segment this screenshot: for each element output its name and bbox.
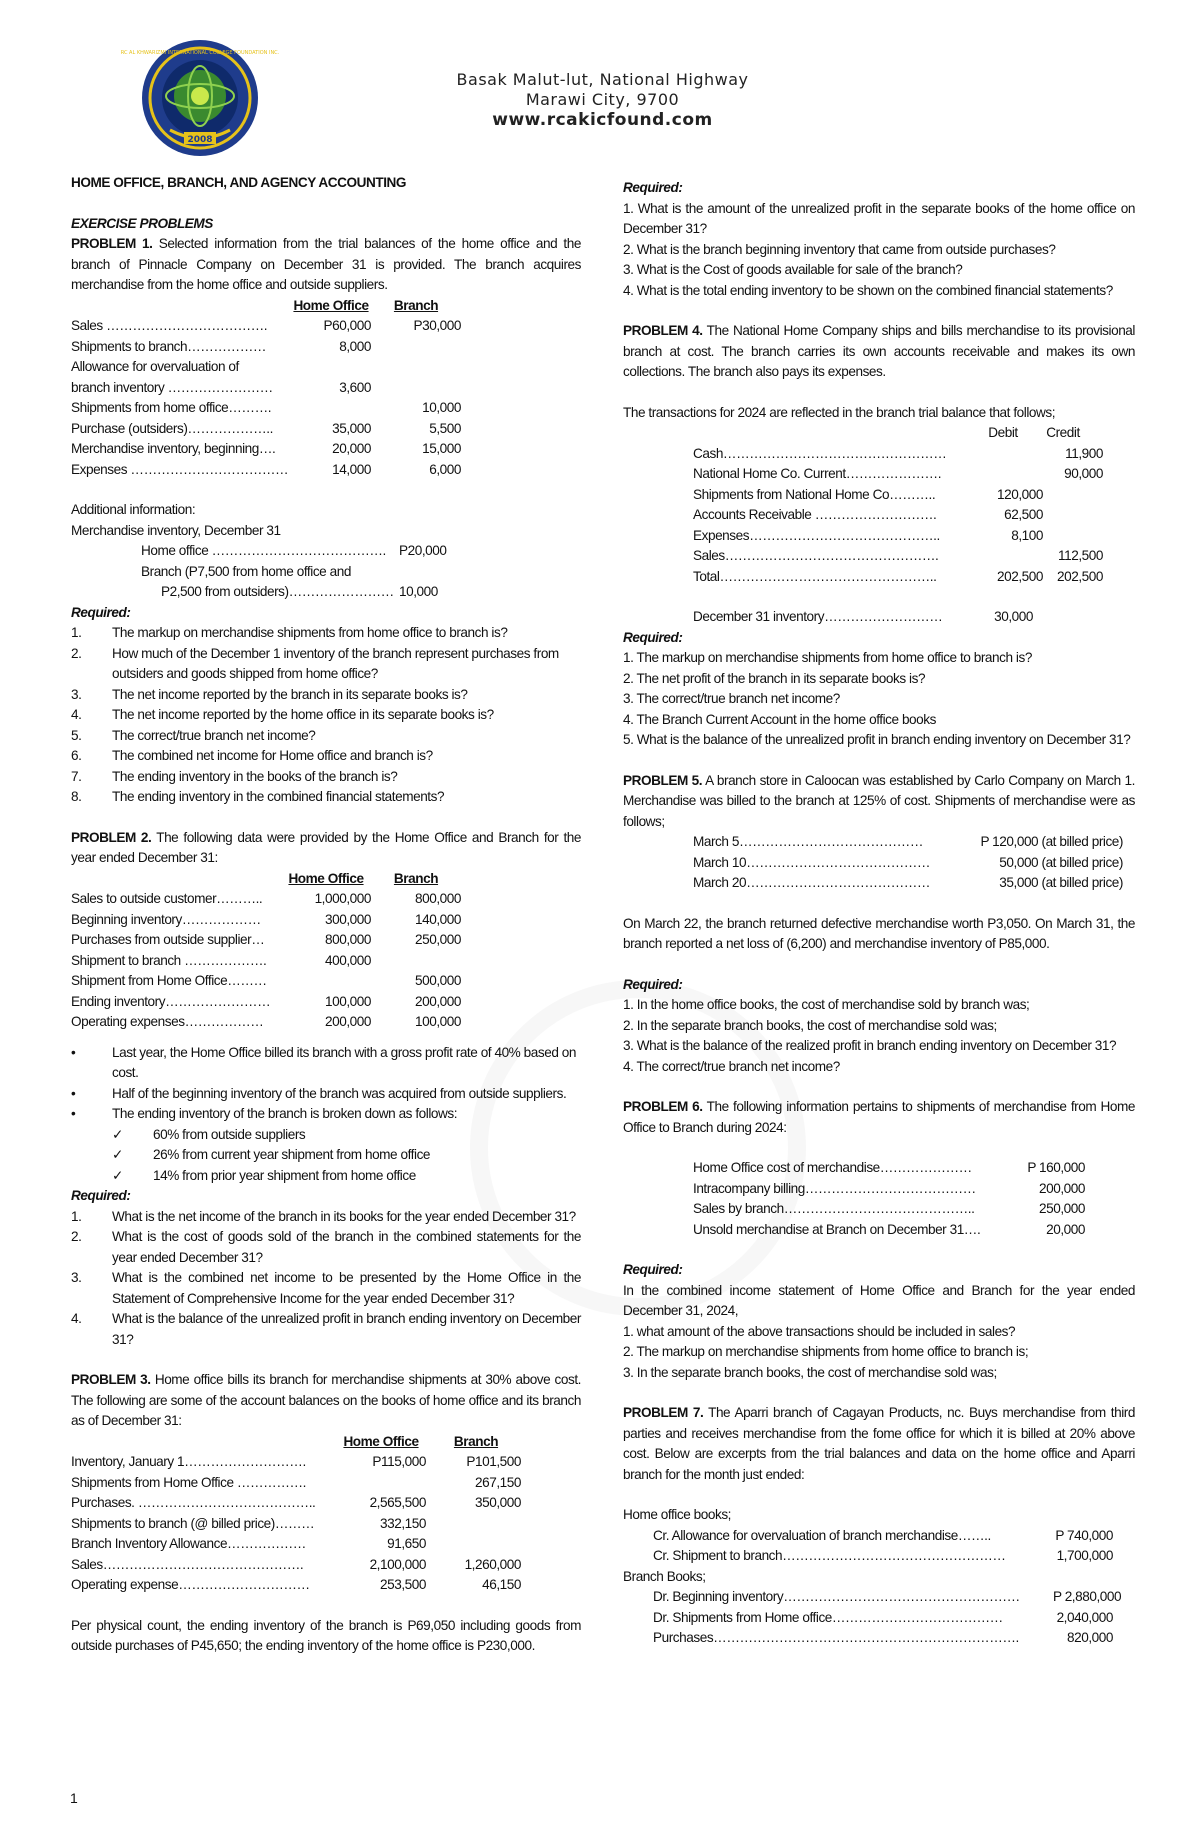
question-number: 5. [71,727,82,743]
row-label: Cr. Allowance for overvaluation of branch merchandise…….. [653,1527,991,1543]
row-value: 800,000 [325,932,371,947]
row-label: Beginning inventory……………… [71,911,261,927]
section-subtitle: EXERCISE PROBLEMS [71,215,213,231]
address-line-2: Marawi City, 9700 [525,90,680,109]
question-text: What is the cost of goods sold of the branch in the combined statements for the year ended December 31? [112,1229,581,1265]
bullet-item [71,1084,581,1105]
row-value: P115,000 [372,1454,426,1469]
problem-2-required: Required: [71,1188,131,1203]
table-row [623,853,1135,874]
question-item: 3. The correct/true branch net income? [623,691,840,706]
bullet-item-text: The ending inventory of the branch is broken down as follows: [112,1106,458,1121]
row-value: P30,000 [413,318,461,333]
problem-3-closing: Per physical count, the ending inventory of the branch is P69,050 including goods from outside purchases of P45,650; the ending inventory of the home office is P230,000. [71,1617,581,1653]
row-label: Purchases……………………………………………………………. [653,1630,1019,1645]
row-label: Unsold merchandise at Branch on December 31…. [693,1221,981,1237]
question-item: 4. What is the total ending inventory to be shown on the combined financial statements? [623,282,1113,298]
question-item: 5. What is the balance of the unrealized profit in branch ending inventory on December 31? [623,732,1131,747]
row-label: Shipment from Home Office……… [71,973,267,988]
table-row [71,1575,581,1596]
row-label: Sales to outside customer……….. [71,891,263,906]
problem-7-branch-books: Branch Books; [623,1568,706,1584]
row-label: Cash…………………………………………… [693,445,947,461]
question-text: The ending inventory in the books of the branch is? [112,768,398,784]
row-value: 50,000 (at billed price) [999,854,1123,870]
svg-text:2008: 2008 [187,135,213,145]
question-number: 8. [71,789,82,804]
problem-4-required: Required: [623,629,683,645]
question-item: 2. The markup on merchandise shipments from home office to branch is; [623,1344,1029,1359]
bullet-item [71,1043,581,1084]
problem-4-transactions-text: The transactions for 2024 are reflected in the branch trial balance that follows; [623,404,1056,420]
row-value: 1,260,000 [464,1556,521,1572]
row-value [371,357,461,378]
row-value: 300,000 [325,911,371,927]
row-value: 35,000 (at billed price) [999,875,1123,890]
row-label: Dr. Beginning inventory……………………………………………… [653,1589,1020,1604]
table-row [623,567,1135,588]
row-value: 820,000 [1067,1630,1113,1645]
question-item [71,644,581,685]
table-row [71,316,581,337]
row-label: Sales ………………………………. [71,318,268,333]
row-value [291,357,371,378]
problem-5-intro: PROBLEM 5. A branch store in Caloocan was established by Carlo Company on March 1. Merchandise was billed to the branch at 125% of cost. Shipments of merchandise were as follows; [623,772,1135,829]
problem-7-intro: PROBLEM 7. The Aparri branch of Cagayan Products, nc. Buys merchandise from third parties and receives merchandise from the fome office for which it is billed at 20% above cost. Below are excerpts from the trial balances and data on the home office and Aparri branch for the month just ended: [623,1405,1135,1482]
row-label: Shipments from National Home Co……….. [693,486,936,502]
row-label: Operating expenses……………… [71,1014,264,1029]
row-label: Ending inventory…………………… [71,993,271,1009]
table-row [71,357,581,378]
problem-4-table-header: Debit Credit [988,425,1080,440]
problem-1-table [71,316,581,480]
row-label: Home Office cost of merchandise………………… [693,1160,972,1175]
row-value: 250,000 [1039,1201,1085,1216]
right-column [623,178,1135,1649]
left-column [71,173,581,1657]
row-label: Shipments to branch (@ billed price)……… [71,1515,315,1531]
check-item-text: 60% from outside suppliers [153,1126,306,1142]
table-row [623,485,1135,506]
problem-1-required: Required: [71,604,131,620]
svg-text:RC AL KHWARIZMI INTERNATIONAL: RC AL KHWARIZMI INTERNATIONAL COLLEGE FOUNDATION INC. [120,50,280,56]
question-item: 2. What is the branch beginning inventory that came from outside purchases? [623,241,1056,257]
problem-4-table [623,444,1135,588]
row-label: Allowance for overvaluation of [71,359,239,374]
question-item: 3. In the separate branch books, the cost of merchandise sold was; [623,1364,997,1380]
table-row [71,398,581,419]
row-label: March 20…………………………………… [693,875,931,890]
problem-4-intro: PROBLEM 4. The National Home Company ships and bills merchandise to its provisional branch at cost. The branch carries its own accounts receivable and makes its own collections. The branch also pays its expenses. [623,323,1135,379]
question-number: 3. [71,1270,82,1285]
question-text: What is the combined net income to be presented by the Home Office in the Statement of Comprehensive Income for the year ended December 31? [112,1270,581,1306]
bullet-item-mark: • [71,1106,76,1121]
home-office-inventory-row: Home office …………………………………. P20,000 [141,543,447,558]
table-row [623,1158,1135,1179]
row-value: 500,000 [415,973,461,988]
table-row [623,505,1135,526]
problem-3-intro: PROBLEM 3. Home office bills its branch for merchandise shipments at 30% above cost. The following are some of the account balances on the books of home office and its branch as of December 31: [71,1372,581,1428]
row-value: 15,000 [422,441,461,456]
check-item-mark: ✓ [112,1147,123,1162]
row-label: Inventory, January 1………………………. [71,1454,306,1469]
row-value: 200,000 [415,993,461,1009]
question-item [71,1268,581,1309]
problem-5-required: Required: [623,976,683,992]
problem-2-breakdown [71,1125,581,1187]
table-row [71,439,581,460]
table-row [71,1012,581,1033]
row-label: National Home Co. Current…………………. [693,466,942,481]
row-value: 120,000 [997,486,1043,502]
question-number: 4. [71,1311,82,1326]
problem-3-questions [623,199,1135,302]
row-label: Sales by branch…………………………………….. [693,1201,975,1216]
row-value: 2,565,500 [369,1495,426,1510]
problem-5-closing: On March 22, the branch returned defective merchandise worth P3,050. On March 31, the branch reported a net loss of (6,200) and merchandise inventory of P85,000. [623,915,1135,951]
question-number: 4. [71,707,82,722]
table-row [71,460,581,481]
table-row [71,992,581,1013]
question-item [71,746,581,767]
row-value [1043,485,1103,506]
row-value: 14,000 [332,461,371,477]
question-item [71,623,581,644]
question-item: 4. The Branch Current Account in the home office books [623,711,936,727]
row-label: Total………………………………………….. [693,568,937,584]
row-value: P 120,000 (at billed price) [980,834,1123,849]
row-value: 1,700,000 [1056,1548,1113,1563]
table-row [623,1587,1135,1608]
problem-3-required: Required: [623,180,683,195]
problem-1-questions [71,623,581,808]
check-item [71,1125,581,1146]
question-item: 1. What is the amount of the unrealized profit in the separate books of the home office on December 31? [623,200,1135,236]
row-value: P 740,000 [1055,1527,1113,1543]
bullet-item-mark: • [71,1085,76,1101]
row-value: 250,000 [415,932,461,947]
problem-6-questions [623,1322,1135,1384]
question-item: 3. What is the Cost of goods available for sale of the branch? [623,262,963,277]
table-row [623,1546,1135,1567]
row-value [973,546,1043,567]
question-text: What is the net income of the branch in its books for the year ended December 31? [112,1208,576,1224]
check-item-mark: ✓ [112,1126,123,1142]
table-row [623,1179,1135,1200]
row-value: P101,500 [466,1454,521,1469]
table-row [71,337,581,358]
row-value: 46,150 [482,1577,521,1592]
table-row [623,464,1135,485]
page-number: 1 [70,1790,78,1806]
problem-2-bullets [71,1043,581,1125]
table-row [71,378,581,399]
website-link[interactable]: www.rcakicfound.com [492,110,713,130]
question-item [71,1309,581,1350]
row-label: Purchases. ………………………………….. [71,1495,316,1510]
question-number: 2. [71,645,82,661]
row-label: Accounts Receivable ………………………. [693,507,937,522]
row-label: Purchase (outsiders)……………….. [71,420,273,436]
row-value: 6,000 [429,461,461,477]
problem-5-questions [623,995,1135,1077]
row-label: Sales…………………………………………. [693,548,939,563]
problem-6-required: Required: [623,1262,683,1277]
problem-5-shipments [623,832,1135,894]
question-item: 2. The net profit of the branch in its separate books is? [623,670,926,686]
row-value [371,378,461,399]
check-item-text: 26% from current year shipment from home office [153,1147,431,1162]
row-value: 8,000 [339,338,371,354]
bullet-item-mark: • [71,1044,76,1060]
row-value [1043,526,1103,547]
row-value: 202,500 [997,568,1043,584]
row-value [973,444,1043,465]
row-value: P 160,000 [1027,1160,1085,1175]
table-row [623,1199,1135,1220]
inventory-heading: Merchandise inventory, December 31 [71,522,281,538]
bullet-item-text: Last year, the Home Office billed its branch with a gross profit rate of 40% based on cost. [112,1044,576,1080]
row-label: Purchases from outside supplier… [71,932,265,947]
question-item: 1. The markup on merchandise shipments from home office to branch is? [623,650,1032,665]
row-label: Sales………………………………………. [71,1556,304,1572]
table-row [71,930,581,951]
table-row [623,444,1135,465]
row-value [371,337,461,358]
question-text: How much of the December 1 inventory of the branch represent purchases from outsiders and goods shipped from home office? [112,645,559,681]
question-item: 4. The correct/true branch net income? [623,1058,840,1074]
row-label: Shipments from Home Office ……………. [71,1474,306,1490]
row-value: 3,600 [339,379,371,395]
row-value: 100,000 [415,1014,461,1029]
row-value: 112,500 [1058,548,1103,563]
row-label: Dr. Shipments from Home office………………………………… [653,1609,1003,1625]
table-row [71,971,581,992]
row-value [371,951,461,972]
row-value: 253,500 [380,1577,426,1592]
table-row [71,419,581,440]
row-label: Shipments from home office………. [71,400,272,415]
row-value: 91,650 [387,1536,426,1551]
question-item [71,705,581,726]
bullet-item-text: Half of the beginning inventory of the branch was acquired from outside suppliers. [112,1085,567,1101]
college-logo-seal [120,38,280,158]
problem-2-table-header: Home Office Branch [288,870,439,886]
question-text: The combined net income for Home office and branch is? [112,748,433,763]
table-row [71,1534,581,1555]
row-value: 1,000,000 [314,891,371,906]
table-row [623,1608,1135,1629]
problem-1-intro: PROBLEM 1. Selected information from the trial balances of the home office and the branch of Pinnacle Company on December 31 is provided. The branch acquires merchandise from the home office and outside suppliers. [71,236,581,292]
problem-3-table-header: Home Office Branch [343,1433,499,1449]
table-row [623,1526,1135,1547]
row-label: March 5…………………………………… [693,834,923,849]
question-item [71,1227,581,1268]
problem-4-questions [623,648,1135,751]
check-item-mark: ✓ [112,1167,123,1183]
row-value [426,1534,521,1555]
row-label: Shipment to branch ………………. [71,952,267,968]
table-row [623,832,1135,853]
question-text: The net income reported by the home office in its separate books is? [112,707,494,722]
table-row [623,1220,1135,1241]
question-number: 1. [71,1208,82,1224]
question-item [71,1207,581,1228]
row-value: P 2,880,000 [1053,1589,1122,1604]
row-value: 8,100 [1011,527,1043,543]
address-line-1: Basak Malut-lut, National Highway [456,70,749,89]
row-value: P60,000 [323,318,371,333]
row-value [326,1473,426,1494]
row-value: 11,900 [1065,445,1103,461]
problem-1-table-header: Home Office Branch [293,297,439,313]
row-label: March 10…………………………………… [693,854,931,870]
row-value [281,971,371,992]
row-value [1043,505,1103,526]
row-value: 2,040,000 [1056,1609,1113,1625]
row-value: 350,000 [475,1495,521,1510]
question-text: The correct/true branch net income? [112,727,316,743]
row-label: Branch Inventory Allowance……………… [71,1536,306,1551]
question-item [71,767,581,788]
question-item [71,787,581,808]
row-value: 202,500 [1057,568,1103,584]
row-label: Intracompany billing………………………………… [693,1180,976,1196]
row-label: Cr. Shipment to branch…………………………………………… [653,1548,1006,1563]
address-block [380,70,825,130]
problem-6-table [623,1158,1135,1240]
problem-7-home-office-entries [623,1526,1135,1567]
question-item [71,685,581,706]
table-row [623,546,1135,567]
row-label: Shipments to branch……………… [71,338,266,354]
branch-inventory-row: P2,500 from outsiders)…………………… 10,000 [161,584,438,599]
problem-4-dec-inventory: December 31 inventory……………………… 30,000 [693,609,1033,624]
question-number: 1. [71,625,82,640]
row-label: Expenses…………………………………….. [693,527,940,543]
check-item [71,1166,581,1187]
table-row [623,526,1135,547]
row-value: 100,000 [325,993,371,1009]
row-value: 267,150 [475,1474,521,1490]
problem-6-req-intro: In the combined income statement of Home Office and Branch for the year ended December 31, 2024, [623,1282,1135,1318]
question-item: 1. what amount of the above transactions should be included in sales? [623,1323,1016,1339]
row-value: 200,000 [325,1014,371,1029]
row-value [973,464,1043,485]
row-value: 20,000 [1046,1221,1085,1237]
question-item: 1. In the home office books, the cost of merchandise sold by branch was; [623,997,1030,1012]
question-number: 7. [71,768,82,784]
problem-2-questions [71,1207,581,1351]
row-value [426,1514,521,1535]
question-text: What is the balance of the unrealized profit in branch ending inventory on December 31? [112,1311,581,1347]
question-number: 2. [71,1229,82,1244]
problem-2-intro: PROBLEM 2. The following data were provided by the Home Office and Branch for the year ended December 31: [71,829,581,865]
table-row [71,951,581,972]
question-item: 2. In the separate branch books, the cost of merchandise sold was; [623,1017,997,1033]
row-label: Merchandise inventory, beginning…. [71,441,276,456]
letterhead [0,0,1200,150]
table-row [71,889,581,910]
question-text: The ending inventory in the combined financial statements? [112,789,445,804]
check-item [71,1145,581,1166]
row-label: Expenses ……………………………… [71,461,289,477]
bullet-item [71,1104,581,1125]
additional-info-heading: Additional information: [71,502,196,517]
table-row [71,1555,581,1576]
check-item-text: 14% from prior year shipment from home office [153,1167,416,1183]
row-value [291,398,371,419]
table-row [71,1452,581,1473]
row-value: 35,000 [332,420,371,436]
row-value: 200,000 [1039,1180,1085,1196]
row-value: 62,500 [1004,507,1043,522]
row-label: branch inventory …………………… [71,379,273,395]
question-item: 3. What is the balance of the realized profit in branch ending inventory on December 31? [623,1038,1117,1053]
row-label: Operating expense………………………… [71,1577,310,1592]
table-row [71,1493,581,1514]
row-value: 20,000 [332,441,371,456]
problem-7-home-office-books: Home office books; [623,1507,732,1522]
row-value: 140,000 [415,911,461,927]
row-value: 90,000 [1064,466,1103,481]
row-value: 400,000 [325,952,371,968]
question-item [71,726,581,747]
question-text: The net income reported by the branch in its separate books is? [112,686,468,702]
row-value: 800,000 [415,891,461,906]
problem-2-table [71,889,581,1033]
row-value: 10,000 [422,400,461,415]
page-title: HOME OFFICE, BRANCH, AND AGENCY ACCOUNTING [71,175,407,190]
table-row [71,1514,581,1535]
problem-6-intro: PROBLEM 6. The following information pertains to shipments of merchandise from Home Office to Branch during 2024: [623,1099,1135,1135]
row-value: 5,500 [429,420,461,436]
problem-3-table [71,1452,581,1596]
question-number: 3. [71,686,82,702]
table-row [623,1628,1135,1649]
question-number: 6. [71,748,82,763]
table-row [623,873,1135,894]
question-text: The markup on merchandise shipments from home office to branch is? [112,625,508,640]
branch-inventory-label: Branch (P7,500 from home office and [141,563,351,579]
problem-7-branch-entries [623,1587,1135,1649]
row-value: 332,150 [380,1515,426,1531]
table-row [71,910,581,931]
table-row [71,1473,581,1494]
row-value: 2,100,000 [369,1556,426,1572]
